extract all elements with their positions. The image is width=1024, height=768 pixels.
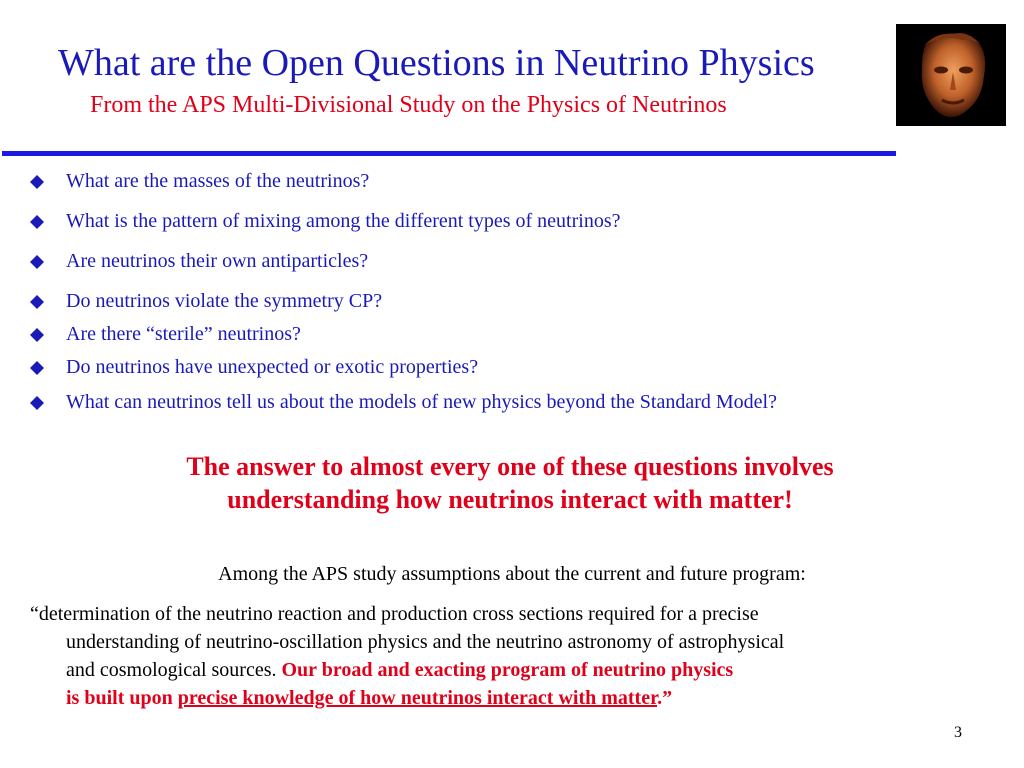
bullet-text: Are there “sterile” neutrinos? bbox=[66, 323, 301, 345]
slide-subtitle: From the APS Multi-Divisional Study on the Physics of Neutrinos bbox=[90, 92, 727, 118]
diamond-icon bbox=[30, 396, 44, 410]
quote-line-2: understanding of neutrino-oscillation physics and the neutrino astronomy of astrophysical bbox=[66, 631, 785, 653]
diamond-icon bbox=[30, 175, 44, 189]
diamond-icon bbox=[30, 215, 44, 229]
bullet-text: What is the pattern of mixing among the different types of neutrinos? bbox=[66, 210, 621, 232]
page-number: 3 bbox=[954, 724, 962, 741]
quote-line-3 bbox=[30, 656, 1005, 684]
quote-emphasis-text-2: is built upon bbox=[66, 687, 178, 709]
bullet-text: Are neutrinos their own antiparticles? bbox=[66, 250, 369, 272]
quote-block bbox=[30, 600, 1005, 712]
quote-emphasis-text: Our broad and exacting program of neutrino physics bbox=[281, 659, 734, 681]
diamond-icon bbox=[30, 361, 44, 375]
list-item bbox=[30, 286, 1010, 316]
diamond-icon bbox=[30, 255, 44, 269]
quote-closing-mark: .” bbox=[657, 687, 673, 709]
quote-underlined-text: precise knowledge of how neutrinos interact with matter bbox=[177, 687, 658, 709]
list-item bbox=[30, 246, 1010, 276]
quote-plain-text: and cosmological sources. bbox=[66, 659, 282, 681]
quote-line-4 bbox=[30, 684, 1005, 712]
answer-statement bbox=[60, 450, 960, 516]
bullet-text: What can neutrinos tell us about the models of new physics beyond the Standard Model? bbox=[66, 391, 777, 413]
bullet-text: Do neutrinos violate the symmetry CP? bbox=[66, 290, 383, 312]
among-statement: Among the APS study assumptions about the current and future program: bbox=[218, 563, 806, 585]
answer-line-2: understanding how neutrinos interact with matter! bbox=[227, 485, 793, 514]
list-item bbox=[30, 352, 1010, 382]
bullet-text: What are the masses of the neutrinos? bbox=[66, 170, 370, 192]
title-divider bbox=[2, 151, 896, 156]
diamond-icon bbox=[30, 295, 44, 309]
list-item bbox=[30, 387, 1010, 417]
list-item bbox=[30, 319, 1010, 349]
answer-line-1: The answer to almost every one of these questions involves bbox=[186, 452, 834, 481]
list-item bbox=[30, 206, 1010, 236]
statue-face-icon bbox=[896, 24, 1006, 126]
slide-title: What are the Open Questions in Neutrino Physics bbox=[58, 42, 815, 84]
quote-line-1: “determination of the neutrino reaction and production cross sections required for a precise bbox=[30, 603, 759, 625]
diamond-icon bbox=[30, 328, 44, 342]
bullet-text: Do neutrinos have unexpected or exotic properties? bbox=[66, 356, 479, 378]
list-item bbox=[30, 166, 1010, 196]
